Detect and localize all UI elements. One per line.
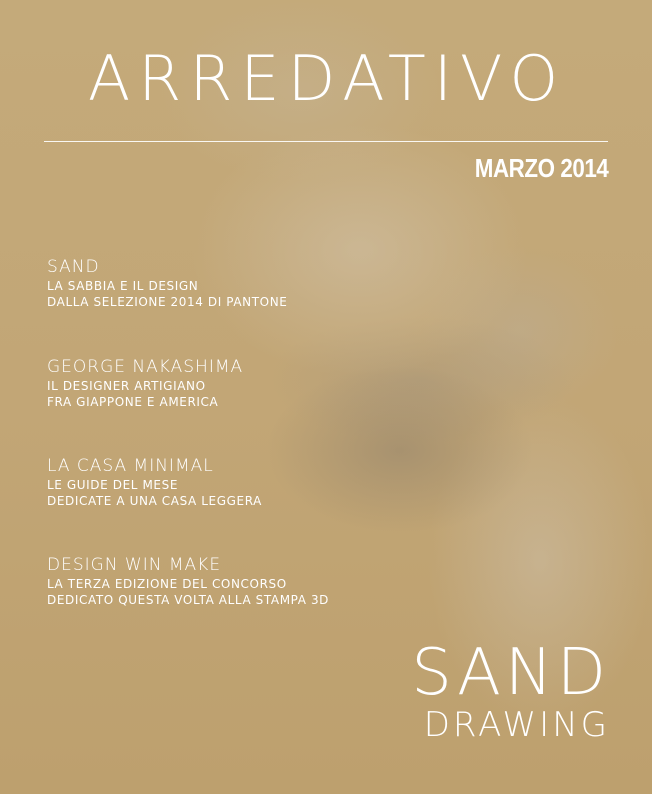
cover-story-casa-minimal <box>47 455 262 509</box>
feature-title: SAND <box>411 636 610 710</box>
story-title: LA CASA MINIMAL <box>47 456 214 476</box>
story-line: FRA GIAPPONE E AMERICA <box>47 395 219 409</box>
issue-date: MARZO 2014 <box>474 153 608 183</box>
story-title: SAND <box>47 257 100 277</box>
story-line: DEDICATO QUESTA VOLTA ALLA STAMPA 3D <box>47 593 330 607</box>
story-line: LE GUIDE DEL MESE <box>47 478 178 492</box>
cover-story-design-win-make <box>47 554 329 608</box>
feature-headline <box>411 636 610 745</box>
story-title: GEORGE NAKASHIMA <box>47 357 244 377</box>
story-line: DALLA SELEZIONE 2014 DI PANTONE <box>47 295 288 309</box>
title-divider <box>44 141 608 142</box>
story-line: IL DESIGNER ARTIGIANO <box>47 379 206 393</box>
feature-subtitle: DRAWING <box>423 705 610 745</box>
magazine-title: ARREDATIVO <box>87 42 567 115</box>
story-line: LA SABBIA E IL DESIGN <box>47 279 199 293</box>
cover-story-sand <box>47 256 288 310</box>
cover-story-nakashima <box>47 356 243 410</box>
story-title: DESIGN WIN MAKE <box>47 555 222 575</box>
story-line: LA TERZA EDIZIONE DEL CONCORSO <box>47 577 287 591</box>
story-line: DEDICATE A UNA CASA LEGGERA <box>47 494 262 508</box>
